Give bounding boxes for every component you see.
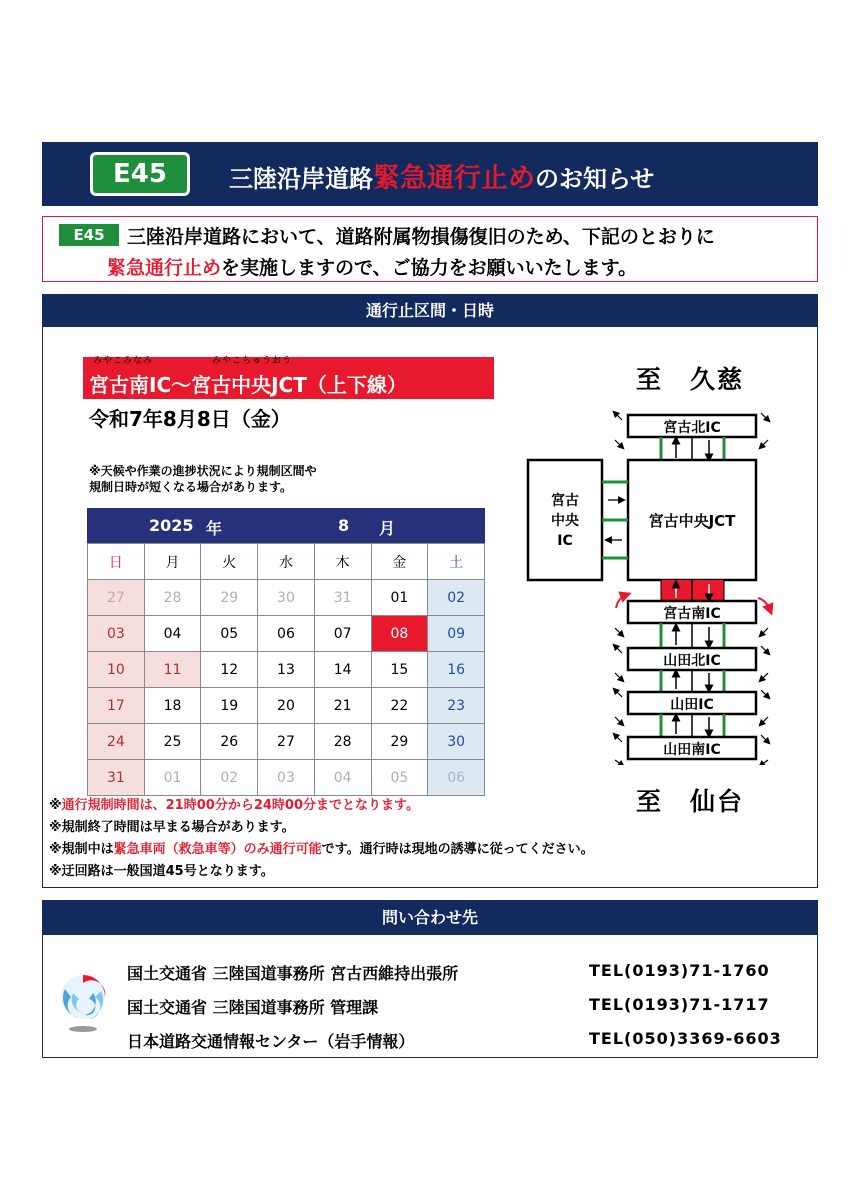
calendar-day: 10 xyxy=(88,652,145,688)
calendar-day: 25 xyxy=(144,724,201,760)
calendar-month-label: 月 xyxy=(379,519,396,538)
calendar-day: 18 xyxy=(144,688,201,724)
route-text: 宮古南IC～宮古中央JCT（上下線） xyxy=(89,373,407,397)
notice-box xyxy=(42,216,818,282)
calendar-week-row xyxy=(88,652,485,688)
notice-line-2 xyxy=(107,253,637,280)
calendar-day: 17 xyxy=(88,688,145,724)
contact-section xyxy=(42,900,818,1058)
contact-heading: 問い合わせ先 xyxy=(43,901,817,935)
footnote-1 xyxy=(49,795,594,817)
calendar-day: 22 xyxy=(371,688,428,724)
calendar-day: 29 xyxy=(371,724,428,760)
weekday-cell: 土 xyxy=(428,544,485,580)
page-title xyxy=(229,156,654,195)
calendar-day: 01 xyxy=(371,580,428,616)
footnote-1-text: 通行規制時間は、21時00分から24時00分までとなります。 xyxy=(61,798,419,813)
dest-south: 至 仙台 xyxy=(636,787,745,816)
calendar-week-row xyxy=(88,760,485,796)
ic-yamada-south-label: 山田南IC xyxy=(663,742,721,758)
calendar-day: 11 xyxy=(144,652,201,688)
calendar-day: 19 xyxy=(201,688,258,724)
weekday-cell: 木 xyxy=(314,544,371,580)
ruby-miyako-minami: みやこみなみ xyxy=(93,356,154,366)
header-banner xyxy=(42,142,818,206)
ic-yamada-north-label: 山田北IC xyxy=(663,653,721,669)
mlit-logo xyxy=(57,967,109,1037)
ic-central-label-1: 宮古 xyxy=(551,493,579,509)
weekday-cell: 金 xyxy=(371,544,428,580)
footnote-1-mark: ※ xyxy=(49,798,62,813)
footnotes xyxy=(49,795,594,883)
calendar-day: 24 xyxy=(88,724,145,760)
weather-note xyxy=(89,463,317,495)
calendar-day: 08 xyxy=(371,616,428,652)
ramp-arrow xyxy=(761,440,768,447)
calendar-day: 12 xyxy=(201,652,258,688)
ramp-arrow xyxy=(615,440,622,447)
calendar-day: 05 xyxy=(371,760,428,796)
calendar-week-row xyxy=(88,688,485,724)
notice-line-2-rest: を実施しますので、ご協力をお願いいたします。 xyxy=(221,257,638,279)
notice-red-text: 緊急通行止め xyxy=(107,257,222,279)
route-badge: E45 xyxy=(90,152,190,196)
calendar-day: 27 xyxy=(258,724,315,760)
ramp-arrow xyxy=(615,413,622,420)
weekday-cell: 水 xyxy=(258,544,315,580)
ic-central-label-2: 中央 xyxy=(551,513,579,529)
calendar-week-row xyxy=(88,580,485,616)
contact-name-2: 国土交通省 三陸国道事務所 管理課 xyxy=(127,998,379,1017)
calendar-day: 14 xyxy=(314,652,371,688)
ramp-arrow xyxy=(761,413,768,420)
closure-date: 令和7年8月8日（金） xyxy=(89,407,291,431)
calendar-day: 30 xyxy=(428,724,485,760)
calendar-day: 29 xyxy=(201,580,258,616)
calendar-day: 05 xyxy=(201,616,258,652)
road-diagram xyxy=(520,405,780,765)
calendar-day: 15 xyxy=(371,652,428,688)
title-post: のお知らせ xyxy=(535,165,655,193)
jct-label: 宮古中央JCT xyxy=(648,512,736,530)
calendar-day: 21 xyxy=(314,688,371,724)
calendar-week-row xyxy=(88,616,485,652)
footnote-3 xyxy=(49,839,594,861)
calendar-day: 03 xyxy=(258,760,315,796)
weather-note-line-1: ※天候や作業の進捗状況により規制区間や xyxy=(89,464,317,478)
calendar xyxy=(87,508,485,796)
calendar-day: 13 xyxy=(258,652,315,688)
calendar-year-label: 年 xyxy=(206,519,223,538)
calendar-day: 06 xyxy=(258,616,315,652)
calendar-month: 8 xyxy=(338,516,350,535)
calendar-year: 2025 xyxy=(149,516,194,535)
contact-tel-2[interactable]: TEL(0193)71-1717 xyxy=(589,995,770,1014)
contact-tel-1[interactable]: TEL(0193)71-1760 xyxy=(589,961,770,980)
section-heading: 通行止区間・日時 xyxy=(43,295,817,327)
calendar-day: 02 xyxy=(201,760,258,796)
calendar-day: 01 xyxy=(144,760,201,796)
weather-note-line-2: 規制日時が短くなる場合があります。 xyxy=(89,480,293,494)
notice-line-1: 三陸沿岸道路において、道路附属物損傷復旧のため、下記のとおりに xyxy=(127,226,715,248)
calendar-day: 28 xyxy=(144,580,201,616)
title-red: 緊急通行止め xyxy=(373,163,535,194)
contact-name-3: 日本道路交通情報センター（岩手情報） xyxy=(127,1032,415,1051)
closed-ramp-arrow xyxy=(758,598,770,610)
calendar-day: 09 xyxy=(428,616,485,652)
weekday-cell: 日 xyxy=(88,544,145,580)
calendar-day: 04 xyxy=(314,760,371,796)
footnote-3-post: です。通行時は現地の誘導に従ってください。 xyxy=(321,842,594,857)
calendar-day: 31 xyxy=(88,760,145,796)
calendar-day: 16 xyxy=(428,652,485,688)
calendar-day: 20 xyxy=(258,688,315,724)
title-pre: 三陸沿岸道路 xyxy=(229,165,373,193)
contact-name-1: 国土交通省 三陸国道事務所 宮古西維持出張所 xyxy=(127,964,459,983)
calendar-day: 23 xyxy=(428,688,485,724)
calendar-day: 28 xyxy=(314,724,371,760)
calendar-day: 02 xyxy=(428,580,485,616)
dest-north: 至 久慈 xyxy=(636,365,745,394)
footnote-3-pre: ※規制中は xyxy=(49,842,114,857)
calendar-day: 27 xyxy=(88,580,145,616)
footnote-2: ※規制終了時間は早まる場合があります。 xyxy=(49,820,295,835)
calendar-day: 31 xyxy=(314,580,371,616)
notice-route-badge: E45 xyxy=(59,224,119,246)
calendar-weekday-row xyxy=(88,544,485,580)
footnote-3-red: 緊急車両（救急車等）のみ通行可能 xyxy=(113,842,322,857)
calendar-day: 26 xyxy=(201,724,258,760)
weekday-cell: 月 xyxy=(144,544,201,580)
calendar-day: 03 xyxy=(88,616,145,652)
calendar-header xyxy=(87,508,485,543)
calendar-day: 04 xyxy=(144,616,201,652)
weekday-cell: 火 xyxy=(201,544,258,580)
calendar-day: 30 xyxy=(258,580,315,616)
ic-central-label-3: IC xyxy=(557,533,573,549)
ic-yamada-label: 山田IC xyxy=(670,697,714,713)
closed-ramp-arrow xyxy=(616,595,626,608)
contact-tel-3[interactable]: TEL(050)3369-6603 xyxy=(589,1029,782,1048)
calendar-grid xyxy=(87,543,485,796)
calendar-day: 07 xyxy=(314,616,371,652)
calendar-week-row xyxy=(88,724,485,760)
calendar-day: 06 xyxy=(428,760,485,796)
ic-north-label: 宮古北IC xyxy=(663,420,721,436)
footnote-4: ※迂回路は一般国道45号となります。 xyxy=(49,864,274,879)
ic-south-label: 宮古南IC xyxy=(663,606,721,622)
ruby-miyako-chuo: みやこちゅうおう xyxy=(212,356,293,366)
